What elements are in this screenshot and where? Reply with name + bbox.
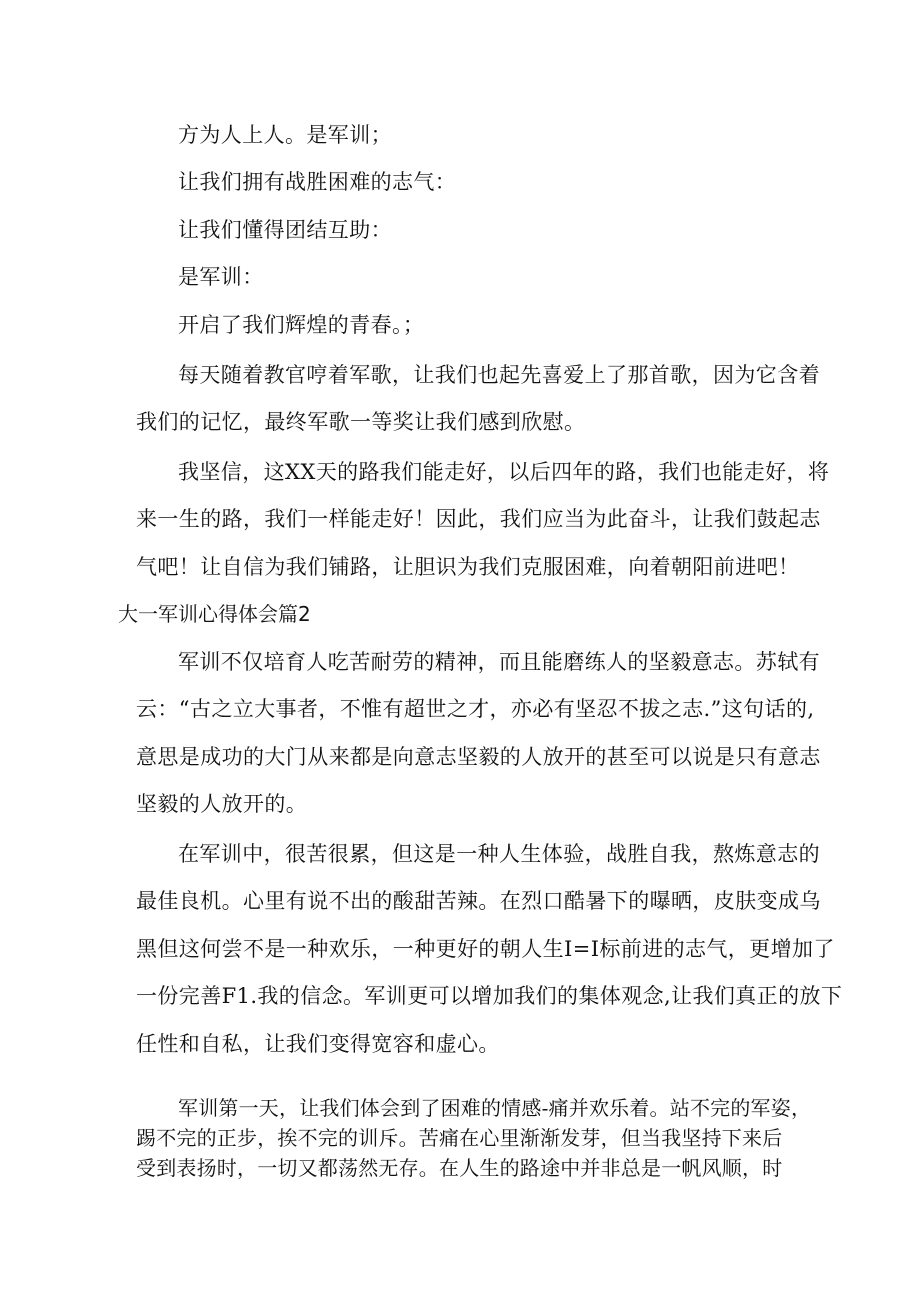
text-line: 最佳良机。心里有说不出的酸甜苦辣。在烈口酷暑下的曝晒，皮肤变成乌 bbox=[136, 889, 821, 913]
text-line: 是军训： bbox=[178, 265, 264, 289]
text-line: 开启了我们辉煌的青春。； bbox=[178, 313, 425, 337]
text-line: 一份完善F1.我的信念。军训更可以增加我们的集体观念,让我们真正的放下 bbox=[136, 984, 843, 1008]
text-line: 气吧！让自信为我们铺路，让胆识为我们克服困难，向着朝阳前进吧！ bbox=[136, 555, 800, 579]
text-line: 让我们懂得团结互助： bbox=[178, 218, 392, 242]
text-line: 在军训中，很苦很累，但这是一种人生体验，战胜自我，熬炼意志的 bbox=[178, 842, 820, 866]
text-line: 任性和自私，让我们变得宽容和虚心。 bbox=[136, 1032, 500, 1056]
section-heading: 大一军训心得体会篇2 bbox=[118, 602, 311, 626]
text-line: 受到表扬时，一切又都荡然无存。在人生的路途中并非总是一帆风顺，时 bbox=[136, 1156, 783, 1180]
text-line: 踢不完的正步，挨不完的训斥。苦痛在心里渐渐发芽，但当我坚持下来后 bbox=[136, 1126, 783, 1150]
text-line: 坚毅的人放开的。 bbox=[136, 792, 308, 816]
text-line: 来一生的路，我们一样能走好！因此，我们应当为此奋斗，让我们鼓起志 bbox=[136, 507, 821, 531]
text-line: 黑但这何尝不是一种欢乐，一种更好的朝人生I=I标前进的志气，更增加了 bbox=[136, 937, 835, 961]
text-line: 每天随着教官哼着军歌，让我们也起先喜爱上了那首歌，因为它含着 bbox=[178, 363, 820, 387]
text-line: 云：“古之立大事者，不惟有超世之才，亦必有坚忍不拔之志.”这句话的, bbox=[136, 697, 815, 721]
text-line: 让我们拥有战胜困难的志气： bbox=[178, 170, 457, 194]
text-line: 意思是成功的大门从来都是向意志坚毅的人放开的甚至可以说是只有意志 bbox=[136, 745, 821, 769]
text-line: 方为人上人。是军训； bbox=[178, 123, 392, 147]
text-line: 我们的记忆，最终军歌一等奖让我们感到欣慰。 bbox=[136, 410, 586, 434]
text-line: 军训不仅培育人吃苦耐劳的精神，而且能磨练人的坚毅意志。苏轼有 bbox=[178, 650, 820, 674]
text-line: 我坚信，这XX天的路我们能走好，以后四年的路，我们也能走好，将 bbox=[178, 460, 830, 484]
text-line: 军训第一天，让我们体会到了困难的情感-痛并欢乐着。站不完的军姿， bbox=[178, 1096, 812, 1120]
